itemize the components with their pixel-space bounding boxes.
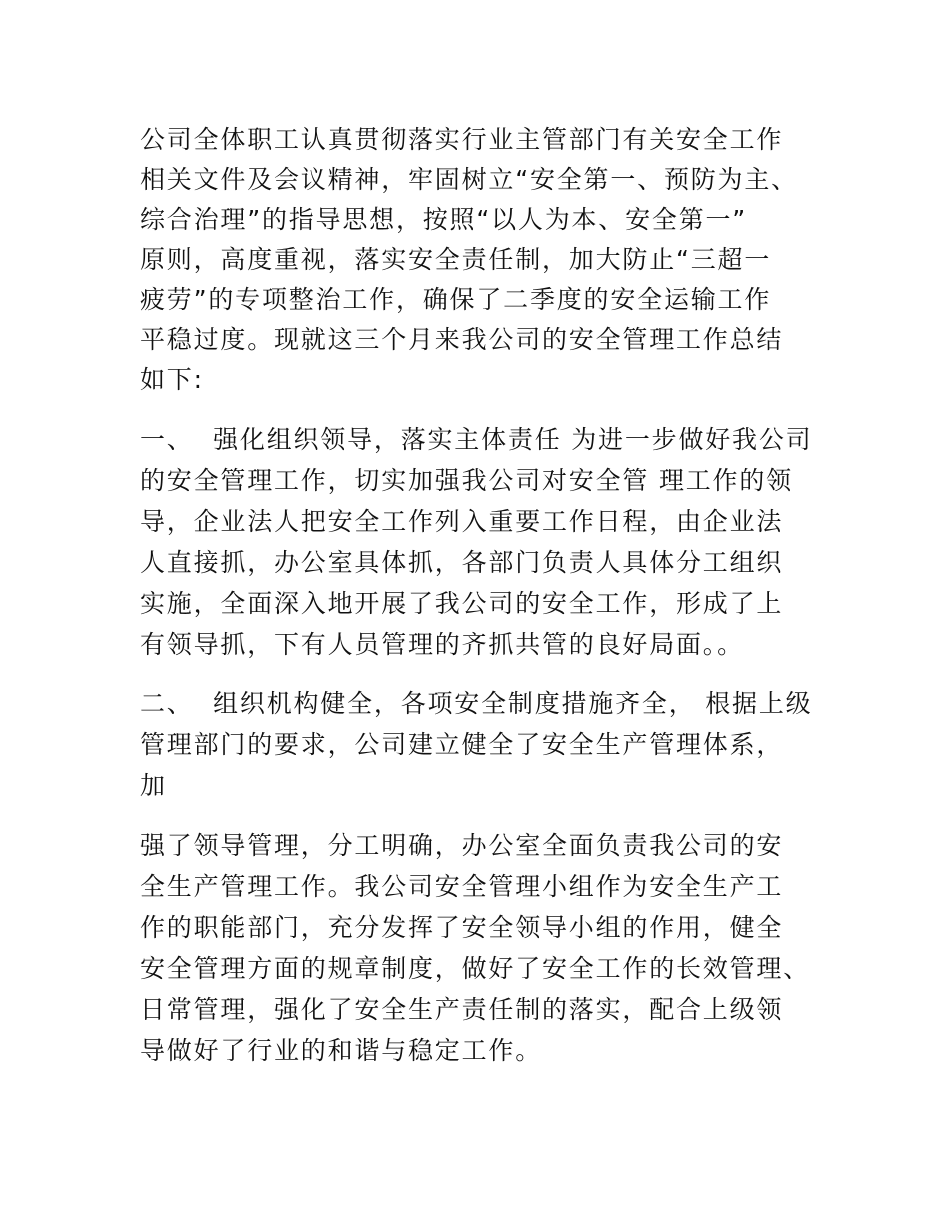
text-line: 导，企业法人把安全工作列入重要工作日程，由企业法 bbox=[140, 507, 784, 536]
text-line: 全生产管理工作。我公司安全管理小组作为安全生产工 bbox=[140, 872, 784, 901]
text-line: 的安全管理工作，切实加强我公司对安全管 理工作的领 bbox=[140, 466, 793, 495]
text-line: 日常管理，强化了安全生产责任制的落实，配合上级领 bbox=[140, 995, 784, 1024]
text-line: 相关文件及会议精神，牢固树立“安全第一、预防为主、 bbox=[140, 165, 798, 194]
text-line: 公司全体职工认真贯彻落实行业主管部门有关安全工作 bbox=[140, 125, 784, 154]
text-line: 安全管理方面的规章制度，做好了安全工作的长效管理、 bbox=[140, 954, 811, 983]
text-line: 作的职能部门，充分发挥了安全领导小组的作用，健全 bbox=[140, 913, 784, 942]
section-heading-line: 二、 组织机构健全，各项安全制度措施齐全， 根据上级 bbox=[140, 689, 813, 718]
text-line: 加 bbox=[140, 771, 167, 800]
text-line: 强了领导管理，分工明确，办公室全面负责我公司的安 bbox=[140, 831, 784, 860]
text-line: 如下: bbox=[140, 365, 204, 394]
text-line: 综合治理”的指导思想，按照“以人为本、安全第一” bbox=[140, 205, 748, 234]
text-line: 实施，全面深入地开展了我公司的安全工作，形成了上 bbox=[140, 589, 784, 618]
section-heading-line: 一、 强化组织领导，落实主体责任 为进一步做好我公司 bbox=[140, 425, 813, 454]
text-line: 原则，高度重视，落实安全责任制，加大防止“三超一 bbox=[140, 245, 772, 274]
text-line: 平稳过度。现就这三个月来我公司的安全管理工作总结 bbox=[140, 325, 784, 354]
text-line: 人直接抓，办公室具体抓，各部门负责人具体分工组织 bbox=[140, 548, 784, 577]
text-line: 有领导抓，下有人员管理的齐抓共管的良好局面。。 bbox=[140, 630, 744, 659]
text-line: 导做好了行业的和谐与稳定工作。 bbox=[140, 1036, 543, 1065]
text-line: 疲劳”的专项整治工作，确保了二季度的安全运输工作 bbox=[140, 285, 772, 314]
text-line: 管理部门的要求，公司建立健全了安全生产管理体系， bbox=[140, 730, 784, 759]
